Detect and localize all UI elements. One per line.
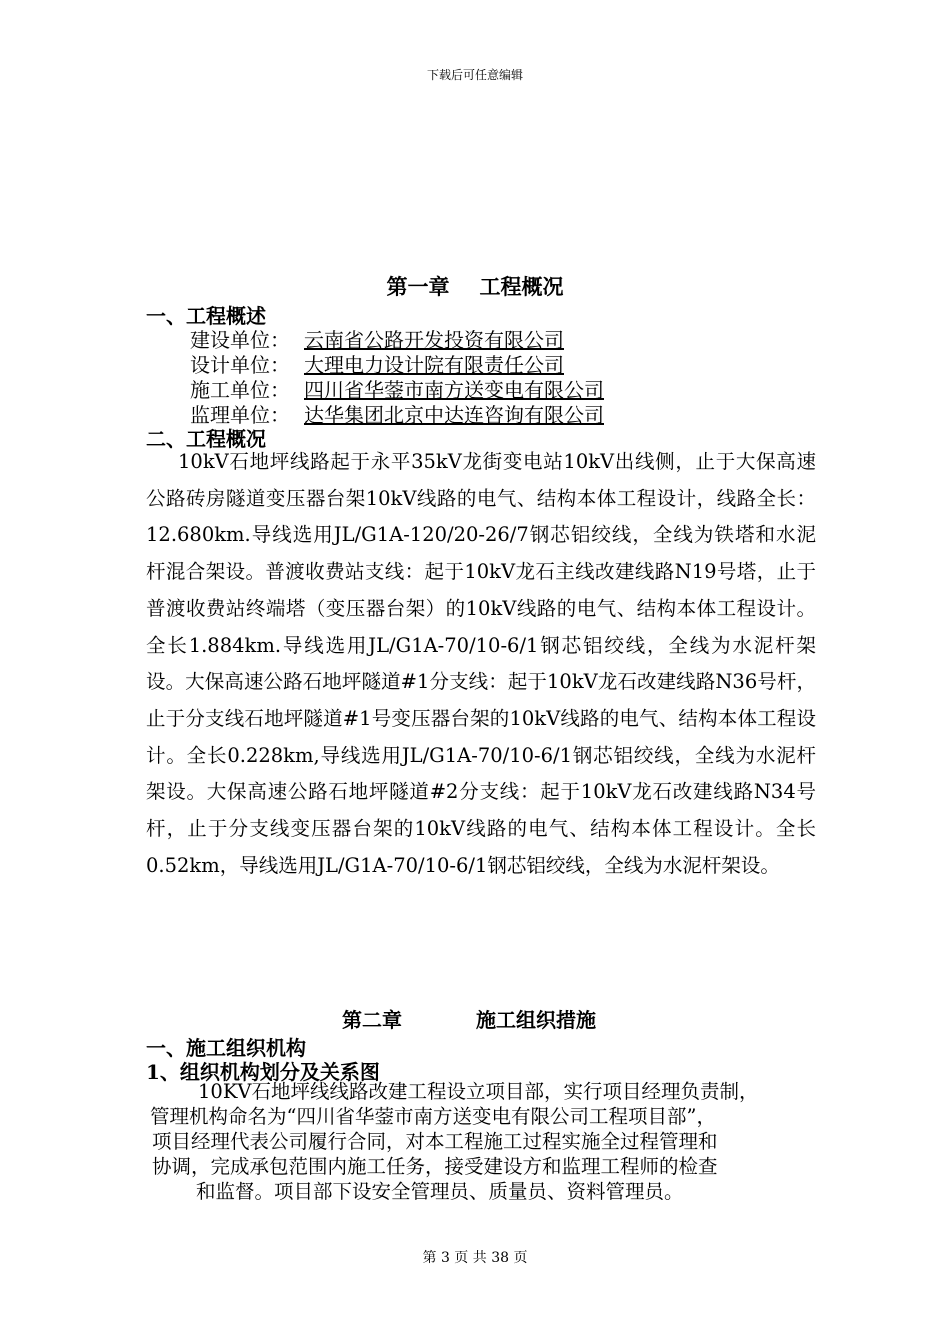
unit-value: 云南省公路开发投资有限公司	[304, 328, 564, 352]
unit-label: 设计单位：	[190, 353, 290, 377]
chapter1-number: 第一章	[386, 274, 450, 299]
org-line-2: 管理机构命名为“四川省华蓥市南方送变电有限公司工程项目部”，	[150, 1105, 716, 1128]
org-line-3: 项目经理代表公司履行合同，对本工程施工过程实施全过程管理和	[152, 1130, 718, 1153]
section-situation-heading: 二、工程概况	[146, 427, 266, 451]
section-overview-heading: 一、工程概述	[146, 304, 266, 328]
unit-value: 大理电力设计院有限责任公司	[304, 353, 564, 377]
chapter2-name: 施工组织措施	[476, 1008, 596, 1032]
unit-label: 施工单位：	[190, 378, 290, 402]
section-organization-heading: 一、施工组织机构	[146, 1036, 306, 1060]
header-note: 下载后可任意编辑	[426, 68, 523, 82]
org-line-1: 10KV石地坪线线路改建工程设立项目部，实行项目经理负责制，	[198, 1080, 759, 1103]
unit-value: 四川省华蓥市南方送变电有限公司	[304, 378, 604, 402]
chapter2-number: 第二章	[342, 1008, 402, 1032]
page-number-footer: 第 3 页 共 38 页	[422, 1250, 528, 1266]
project-description-paragraph: 10kV石地坪线路起于永平35kV龙街变电站10kV出线侧，止于大保高速公路砖房隧道变压器台架10kV线路的电气、结构本体工程设计，线路全长：12.680km.导线选用JL/G1A-120/20-26/7钢芯铝绞线，全线为铁塔和水泥杆混合架设。普渡收费站支线：起于10kV龙石主线改建线路N19号塔，止于普渡收费站终端塔（变压器台架）的10kV线路的电气、结构本体工程设计。全长1.884km.导线选用JL/G1A-70/10-6/1钢芯铝绞线，全线为水泥杆架设。大保高速公路石地坪隧道#1分支线：起于10kV龙石改建线路N36号杆，止于分支线石地坪隧道#1号变压器台架的10kV线路的电气、结构本体工程设计。全长0.228km,导线选用JL/G1A-70/10-6/1钢芯铝绞线，全线为水泥杆架设。大保高速公路石地坪隧道#2分支线：起于10kV龙石改建线路N34号杆，止于分支线变压器台架的10kV线路的电气、结构本体工程设计。全长0.52km，导线选用JL/G1A-70/10-6/1钢芯铝绞线，全线为水泥杆架设。	[146, 450, 816, 877]
chapter1-title	[0, 271, 950, 301]
org-line-5: 和监督。项目部下设安全管理员、质量员、资料管理员。	[196, 1180, 684, 1203]
unit-value: 达华集团北京中达连咨询有限公司	[304, 403, 604, 427]
subsection-structure-heading: 1、组织机构划分及关系图	[146, 1060, 380, 1084]
unit-label: 建设单位：	[190, 328, 290, 352]
org-line-4: 协调，完成承包范围内施工任务，接受建设方和监理工程师的检查	[152, 1155, 718, 1178]
unit-label: 监理单位：	[190, 403, 290, 427]
chapter1-name: 工程概况	[479, 274, 564, 299]
